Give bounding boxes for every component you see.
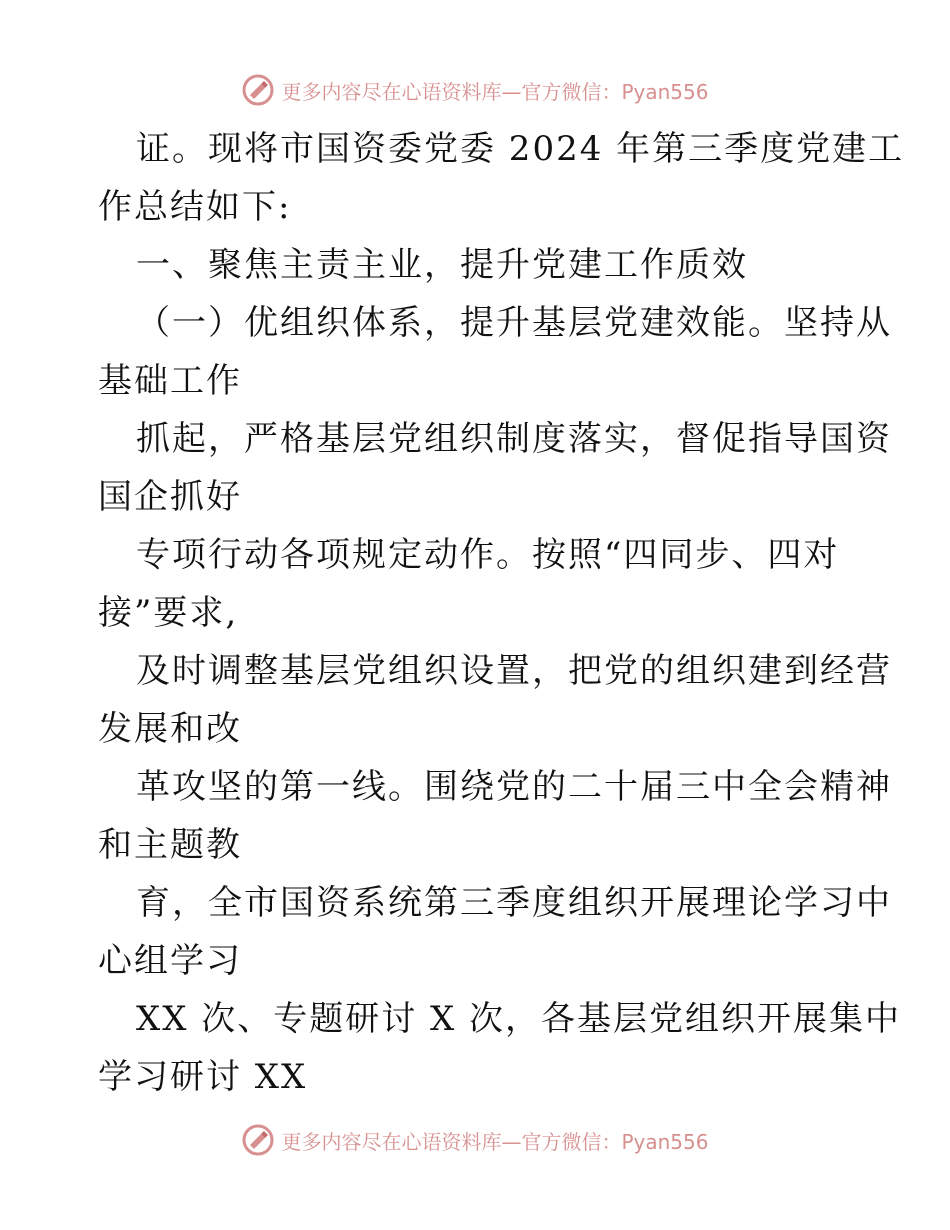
watermark-bottom: [0, 1120, 950, 1160]
watermark-top: [0, 70, 950, 110]
document-line: 发展和改: [98, 709, 242, 749]
document-line: 革攻坚的第一线。围绕党的二十届三中全会精神: [136, 767, 892, 807]
document-line: 作总结如下:: [98, 187, 292, 227]
document-line: 基础工作: [98, 361, 242, 401]
watermark-logo-icon: [241, 73, 275, 107]
watermark-text: 更多内容尽在心语资料库—官方微信：Pyan556: [281, 79, 709, 104]
document-line: XX 次、专题研讨 X 次，各基层党组织开展集中: [136, 999, 902, 1039]
document-line: 学习研讨 XX: [98, 1057, 308, 1097]
document-line: 及时调整基层党组织设置，把党的组织建到经营: [136, 651, 892, 691]
document-line: 抓起，严格基层党组织制度落实，督促指导国资: [136, 419, 892, 459]
document-line: 证。现将市国资委党委 2024 年第三季度党建工: [136, 129, 905, 169]
document-line: 和主题教: [98, 825, 242, 865]
document-line: 心组学习: [98, 941, 242, 981]
document-line: （一）优组织体系，提升基层党建效能。坚持从: [136, 303, 892, 343]
watermark-text: 更多内容尽在心语资料库—官方微信：Pyan556: [281, 1129, 709, 1154]
document-line: 接”要求,: [98, 593, 239, 633]
document-line: 育，全市国资系统第三季度组织开展理论学习中: [136, 883, 892, 923]
document-body: [98, 120, 905, 1106]
document-line: 国企抓好: [98, 477, 242, 517]
watermark-logo-icon: [241, 1123, 275, 1157]
document-line: 专项行动各项规定动作。按照“四同步、四对: [136, 535, 840, 575]
document-line: 一、聚焦主责主业，提升党建工作质效: [136, 245, 748, 285]
